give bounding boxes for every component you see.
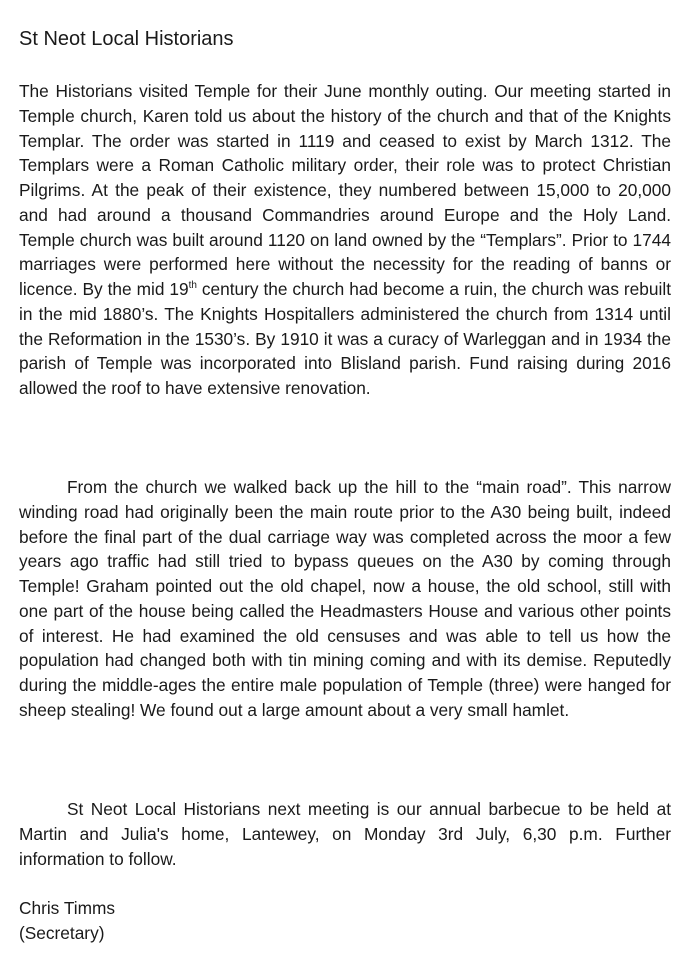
signature-role: (Secretary) <box>19 922 105 943</box>
paragraph-temple-history <box>19 79 671 401</box>
paragraph-text: century the church had become a ruin, the church was rebuilt in the mid 1880’s. The Knights Hospitallers administered the church from 1314 until the Reformation in the 1530’s. By 1910 it was a curacy of Warleggan and in 1934 the parish of Temple was incorporated into Blisland parish. Fund raising during 2016 allowed the roof to have extensive renovation. <box>19 279 671 398</box>
document-title: St Neot Local Historians <box>19 28 234 50</box>
signature-name: Chris Timms <box>19 898 115 918</box>
ordinal-superscript: th <box>188 280 197 292</box>
paragraph-text: The Historians visited Temple for their June monthly outing. Our meeting started in Temple church, Karen told us about the history of the church and that of the Knights Templar. The order was started in 1119 and ceased to exist by March 1312. The Templars were a Roman Catholic military order, their role was to protect Christian Pilgrims. At the peak of their existence, they numbered between 15,000 to 20,000 and had around a thousand Commandries around Europe and the Holy Land. Temple church was built around 1120 on land owned by the “Templars”. Prior to 1744 marriages were performed here without the necessity for the reading of banns or licence. By the mid 19 <box>19 81 671 299</box>
paragraph-next-meeting: St Neot Local Historians next meeting is our annual barbecue to be held at Martin and Julia's home, Lantewey, on Monday 3rd July, 6,30 p.m. Further information to follow. <box>19 799 671 869</box>
paragraph-walk: From the church we walked back up the hill to the “main road”. This narrow winding road had originally been the main route prior to the A30 being built, indeed before the final part of the dual carriage way was completed across the moor a few years ago traffic had still tried to bypass queues on the A30 by coming through Temple! Graham pointed out the old chapel, now a house, the old school, still with one part of the house being called the Headmasters House and various other points of interest. He had examined the old censuses and was able to tell us how the population had changed both with tin mining coming and with its demise. Reputedly during the middle-ages the entire male population of Temple (three) were hanged for sheep stealing! We found out a large amount about a very small hamlet. <box>19 477 671 720</box>
signature-block <box>19 896 115 946</box>
